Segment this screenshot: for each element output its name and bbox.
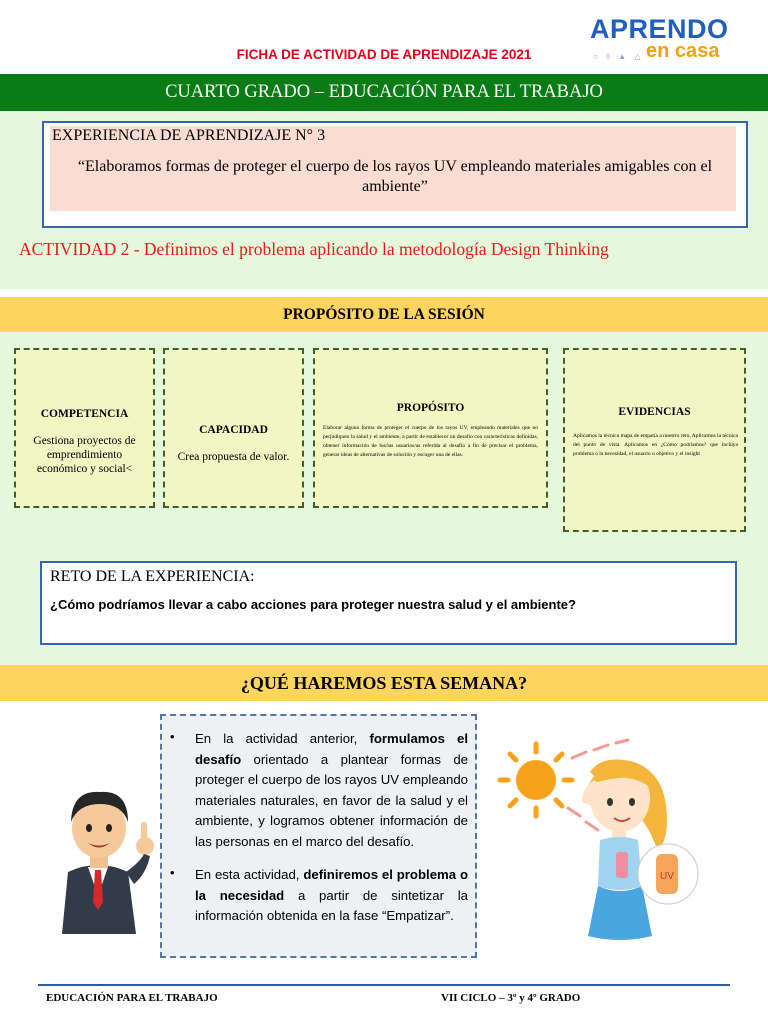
challenge-title: RETO DE LA EXPERIENCIA: [50,568,255,585]
week-heading: ¿QUÉ HAREMOS ESTA SEMANA? [0,665,768,701]
purpose-heading: PROPÓSITO DE LA SESIÓN [0,297,768,332]
capacidad-text: Crea propuesta de valor. [177,451,290,463]
logo-main-text: APRENDO [590,14,729,44]
capacidad-title: CAPACIDAD [199,424,268,436]
sunscreen-label: UV [660,871,674,882]
footer-divider [38,984,730,986]
activity-title: ACTIVIDAD 2 - Definimos el problema aplicando la metodología Design Thinking [19,239,609,259]
sun-icon [500,744,572,816]
proposito-card [313,348,548,508]
footer-subject: EDUCACIÓN PARA EL TRABAJO [46,992,218,1004]
logo-sub-text: en casa [646,40,720,62]
aprendo-en-casa-logo [590,14,750,64]
challenge-question: ¿Cómo podríamos llevar a cabo acciones para proteger nuestra salud y el ambiente? [50,597,576,612]
teacher-illustration [48,764,160,934]
bullet-marker: • [170,865,175,880]
evidencias-text: Aplicamos la técnica mapa de empatía a nuestro reto. Aplicamos la técnica del punto de vista. Aplicamos en ¿Cómo podríamos? que incluya problema o la necesidad, el usuario u objetivo y el insight [573,433,738,457]
evidencias-title: EVIDENCIAS [618,406,691,418]
grade-banner: CUARTO GRADO – EDUCACIÓN PARA EL TRABAJO [0,74,768,111]
bullet-marker: • [170,729,175,744]
competencia-title: COMPETENCIA [40,408,129,420]
footer-cycle: VII CICLO – 3º y 4º GRADO [441,992,581,1004]
document-title: FICHA DE ACTIVIDAD DE APRENDIZAJE 2021 [236,47,532,62]
week-bullet-1: En la actividad anterior, formulamos el desafío orientado a plantear formas de proteger el cuerpo de los rayos UV empleando materiales naturales, en favor de la salud y el ambiente, y logramos obtener información de las personas en el marco del desafío. [195,731,468,849]
week-bullet-2: En esta actividad, definiremos el problema o la necesidad a partir de sintetizar la información obtenida en la fase “Empatizar”. [195,867,468,923]
evidencias-card [563,348,746,532]
girl-sun-illustration [490,736,705,946]
sunscreen-bottle-icon [638,844,698,904]
proposito-title: PROPÓSITO [396,402,465,414]
experience-title: EXPERIENCIA DE APRENDIZAJE N° 3 [52,127,326,144]
logo-decoration: ○ ◊ ▲ △ [593,52,644,61]
capacidad-card [163,348,304,508]
competencia-card [14,348,155,508]
competencia-text: Gestiona proyectos de emprendimiento económico y social< [33,435,136,475]
proposito-text: Elaborar alguna forma de proteger el cuerpo de los rayos UV, empleando materiales que no perjudiquen la salud y el ambiente, a partir de establecer un desafío con características definidas, obtener información de los/las usuarios/as referida al desafío a fin de precisar el problema, generar ideas de alternativas de solución y escoger una de ellas. [323,425,538,458]
experience-quote: “Elaboramos formas de proteger el cuerpo de los rayos UV empleando materiales amigables con el ambiente” [77,158,713,195]
